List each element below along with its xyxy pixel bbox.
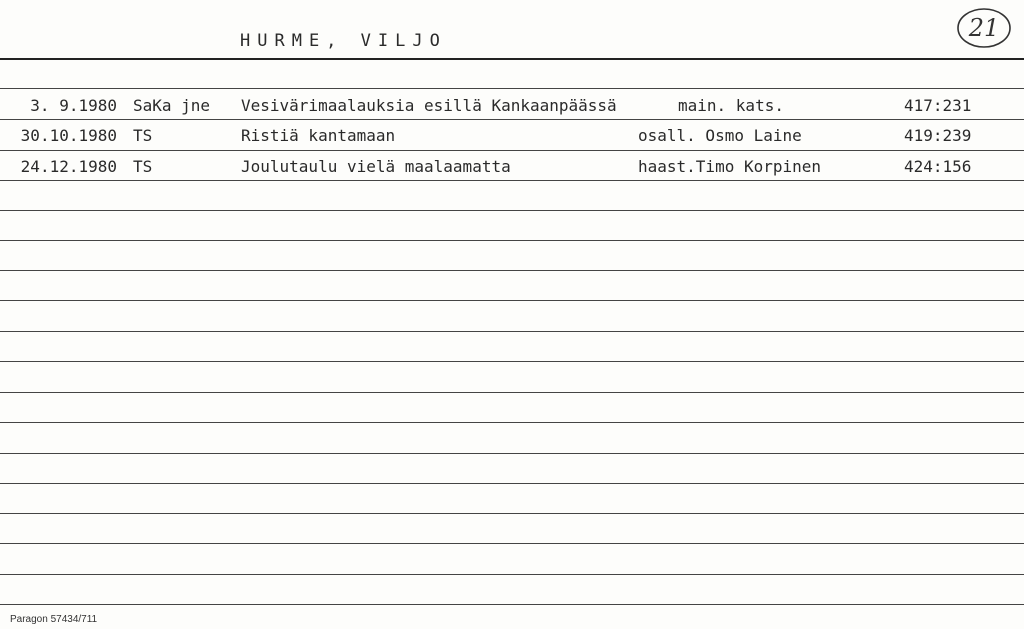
card-number: 21 xyxy=(968,14,1000,42)
ruled-line xyxy=(0,210,1024,211)
ruled-line xyxy=(0,392,1024,393)
ruled-line xyxy=(0,119,1024,120)
entry-note: osall. Osmo Laine xyxy=(638,126,802,145)
ruled-line xyxy=(0,361,1024,362)
ruled-line xyxy=(0,483,1024,484)
entry-reference: 424:156 xyxy=(904,157,972,176)
entry-reference: 417:231 xyxy=(904,96,972,115)
entry-note: haast.Timo Korpinen xyxy=(638,157,822,176)
header-rule xyxy=(0,58,1024,60)
ruled-line xyxy=(0,150,1024,151)
ruled-line xyxy=(0,574,1024,575)
card-title: HURME, VILJO xyxy=(240,31,447,51)
ruled-line xyxy=(0,513,1024,514)
ruled-line xyxy=(0,270,1024,271)
card-number-badge xyxy=(955,6,1013,50)
ruled-line xyxy=(0,300,1024,301)
ruled-line xyxy=(0,604,1024,605)
ruled-line xyxy=(0,453,1024,454)
entry-title: Ristiä kantamaan xyxy=(241,126,396,145)
card-entry xyxy=(0,92,1024,118)
card-entry xyxy=(0,122,1024,148)
entry-date: 3. 9.1980 xyxy=(30,96,117,115)
ruled-line xyxy=(0,88,1024,89)
entry-date: 24.12.1980 xyxy=(20,157,117,176)
entry-date: 30.10.1980 xyxy=(20,126,117,145)
entry-source: TS xyxy=(133,157,153,176)
ruled-line xyxy=(0,240,1024,241)
entry-note: main. kats. xyxy=(678,96,784,115)
entry-title: Joulutaulu vielä maalaamatta xyxy=(241,157,511,176)
card-print-code: Paragon 57434/711 xyxy=(10,614,98,625)
ruled-line xyxy=(0,422,1024,423)
card-entry xyxy=(0,153,1024,179)
ruled-line xyxy=(0,331,1024,332)
ruled-line xyxy=(0,180,1024,181)
entry-title: Vesivärimaalauksia esillä Kankaanpäässä xyxy=(241,96,617,115)
entry-source: TS xyxy=(133,126,153,145)
entry-source: SaKa jne xyxy=(133,96,211,115)
ruled-line xyxy=(0,543,1024,544)
entry-reference: 419:239 xyxy=(904,126,972,145)
